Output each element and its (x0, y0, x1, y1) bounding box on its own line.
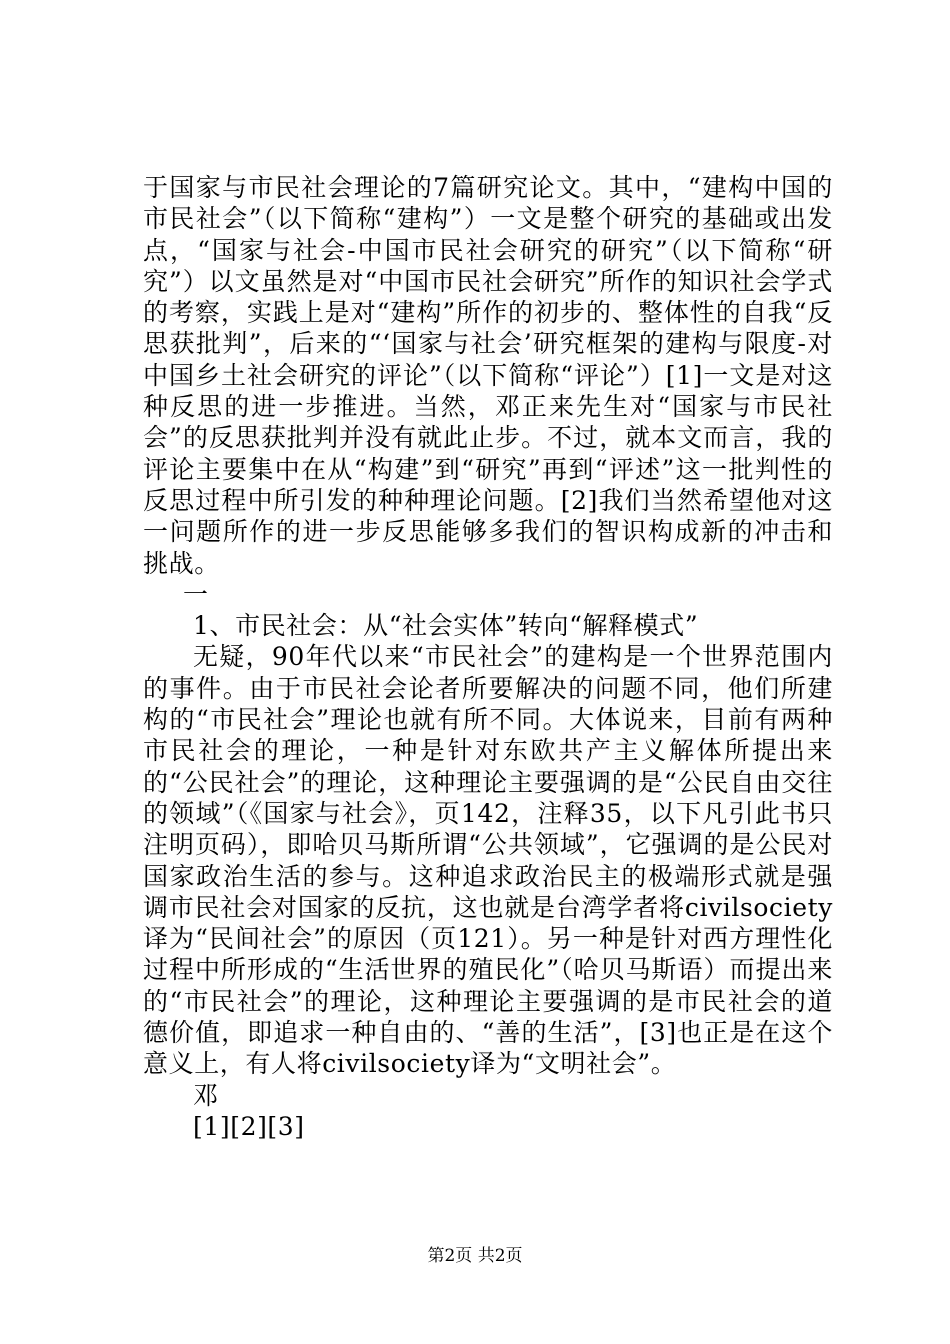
section-number: 一 (183, 579, 209, 609)
paragraph-civil-society: 无疑，90年代以来“市民社会”的建构是一个世界范围内的事件。由于市民社会论者所要解决的问题不同，他们所建构的“市民社会”理论也就有所不同。大体说来，目前有两种市民社会的理论，一种是针对东欧共产主义解体所提出来的“公民社会”的理论，这种理论主要强调的是“公民自由交往的领域”（《国家与社会》，页142，注释35，以下凡引此书只注明页码），即哈贝马斯所谓“公共领域”，它强调的是公民对国家政治生活的参与。这种追求政治民主的极端形式就是强调市民社会对国家的反抗，这也就是台湾学者将civilsociety译为“民间社会”的原因（页121）。另一种是针对西方理性化过程中所形成的“生活世界的殖民化”（哈贝马斯语）而提出来的“市民社会”的理论，这种理论主要强调的是市民社会的道德价值，即追求一种自由的、“善的生活”，[3]也正是在这个意义上，有人将civilsociety译为“文明社会”。 (143, 642, 833, 1079)
footnote-refs: [1][2][3] (193, 1111, 305, 1141)
paragraph-fragment: 邓 (193, 1080, 219, 1110)
section-heading: 1、市民社会：从“社会实体”转向“解释模式” (193, 611, 699, 641)
page-footer: 第2页 共2页 (427, 1246, 523, 1266)
body-text (143, 172, 833, 1142)
paragraph-intro: 于国家与市民社会理论的7篇研究论文。其中，“建构中国的市民社会”（以下简称“建构”）一文是整个研究的基础或出发点，“国家与社会-中国市民社会研究的研究”（以下简称“研究”）以文虽然是对“中国市民社会研究”所作的知识社会学式的考察，实践上是对“建构”所作的初步的、整体性的自我“反思获批判”，后来的“‘国家与社会’研究框架的建构与限度-对中国乡土社会研究的评论”（以下简称“评论”）[1]一文是对这种反思的进一步推进。当然，邓正来先生对“国家与市民社会”的反思获批判并没有就此止步。不过，就本文而言，我的评论主要集中在从“构建”到“研究”再到“评述”这一批判性的反思过程中所引发的种种理论问题。[2]我们当然希望他对这一问题所作的进一步反思能够多我们的智识构成新的冲击和挑战。 (143, 173, 833, 578)
